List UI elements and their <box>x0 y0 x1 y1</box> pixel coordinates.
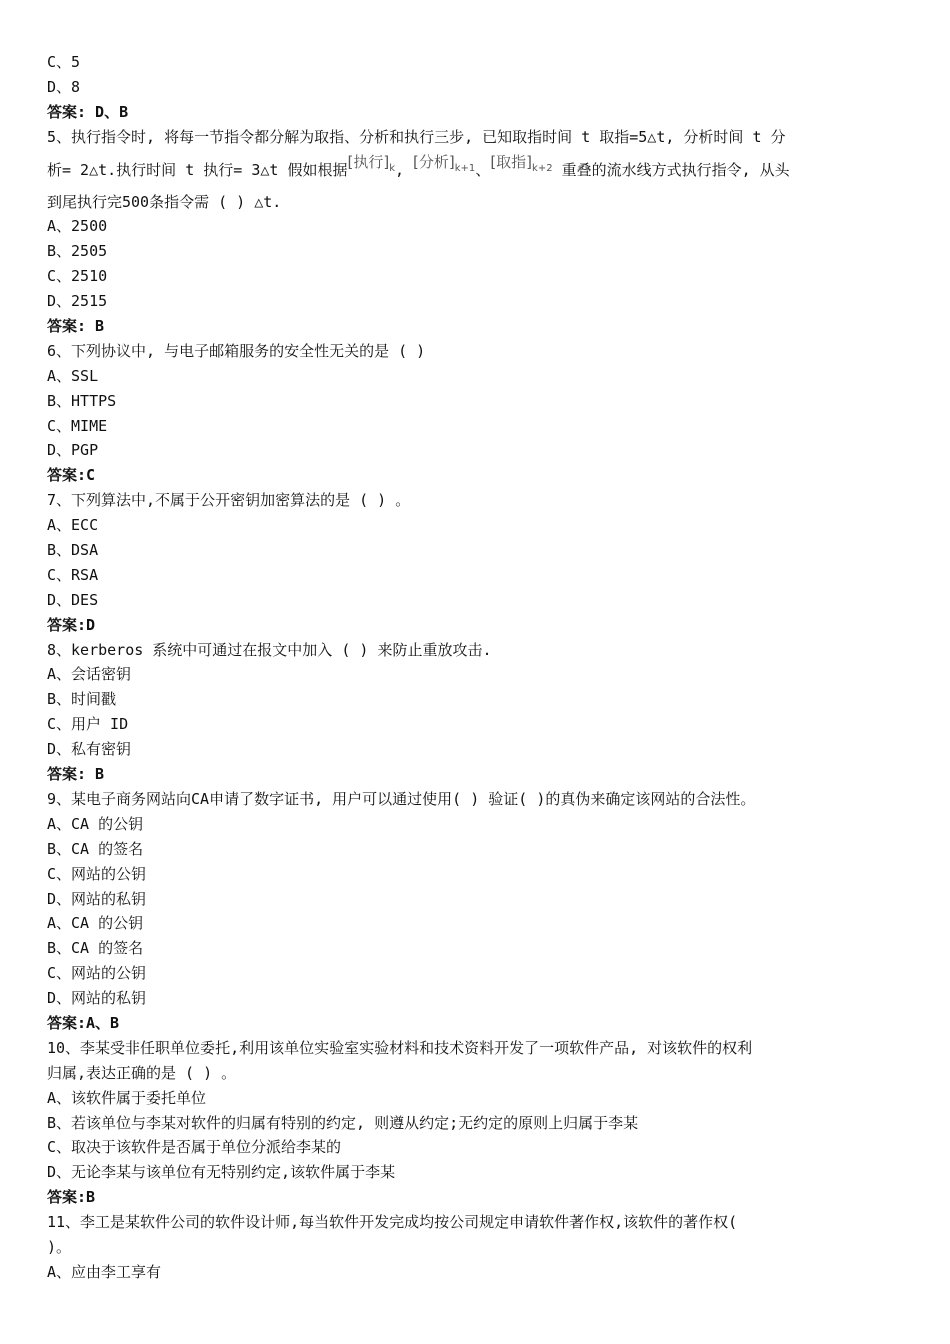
q5-line2 <box>47 150 917 190</box>
question-5 <box>47 125 917 215</box>
text-line: D、DES <box>47 590 99 609</box>
answer-line: 答案:C <box>47 466 96 485</box>
formula-execute: [执行]$_k$ <box>347 152 395 174</box>
text-line: )。 <box>47 1237 72 1256</box>
text-line: A、2500 <box>47 217 108 236</box>
text-line: C、2510 <box>47 267 108 286</box>
text-line: A、应由李工享有 <box>47 1262 162 1281</box>
text-line: A、CA 的公钥 <box>47 914 144 933</box>
formula-sep1: , <box>394 160 414 179</box>
text-line: 11、李工是某软件公司的软件设计师,每当软件开发完成均按公司规定申请软件著作权,该软件的著作权( <box>47 1213 738 1232</box>
text-line: D、私有密钥 <box>47 740 132 759</box>
lines-top <box>47 50 917 125</box>
text-line: B、DSA <box>47 541 99 560</box>
text-line: C、用户 ID <box>47 715 129 734</box>
text-line: A、会话密钥 <box>47 665 132 684</box>
text-line: B、2505 <box>47 242 108 261</box>
lines-bottom <box>47 214 917 1284</box>
text-line: D、网站的私钥 <box>47 989 147 1008</box>
text-line: D、2515 <box>47 292 108 311</box>
q5-line2-after: 重叠的流水线方式执行指令, 从头 <box>552 160 790 179</box>
text-line: B、若该单位与李某对软件的归属有特别的约定, 则遵从约定;无约定的原则上归属于李某 <box>47 1113 639 1132</box>
text-line: A、CA 的公钥 <box>47 814 144 833</box>
answer-line: 答案: D、B <box>47 102 129 121</box>
answer-line: 答案:D <box>47 615 96 634</box>
text-line: 归属,表达正确的是 ( ) 。 <box>47 1063 237 1082</box>
answer-line: 答案: B <box>47 765 105 784</box>
text-line: C、网站的公钥 <box>47 964 147 983</box>
text-line: C、MIME <box>47 416 108 435</box>
formula-analyze: [分析]$_{k+1}$ <box>413 152 476 174</box>
q5-line2-before: 析= 2△t.执行时间 t 执行= 3△t 假如根据 <box>47 160 348 179</box>
answer-line: 答案:B <box>47 1188 96 1207</box>
formula-sep2: 、 <box>475 160 491 179</box>
text-line: A、SSL <box>47 366 99 385</box>
text-line: 10、李某受非任职单位委托,利用该单位实验室实验材料和技术资料开发了一项软件产品, 对该软件的权利 <box>47 1038 753 1057</box>
answer-line: 答案:A、B <box>47 1013 120 1032</box>
text-line: B、CA 的签名 <box>47 839 144 858</box>
answer-line: 答案: B <box>47 317 105 336</box>
text-line: C、RSA <box>47 565 99 584</box>
text-line: B、HTTPS <box>47 391 117 410</box>
text-line: A、ECC <box>47 516 99 535</box>
text-line: 7、下列算法中,不属于公开密钥加密算法的是 ( ) 。 <box>47 491 411 510</box>
text-line: D、网站的私钥 <box>47 889 147 908</box>
text-line: 8、kerberos 系统中可通过在报文中加入 ( ) 来防止重放攻击. <box>47 640 492 659</box>
text-line: B、时间戳 <box>47 690 117 709</box>
text-line: C、网站的公钥 <box>47 864 147 883</box>
text-line: 9、某电子商务网站向CA申请了数字证书, 用户可以通过使用( ) 验证( )的真伪来确定该网站的合法性。 <box>47 789 756 808</box>
q5-line1: 5、执行指令时, 将每一节指令都分解为取指、分析和执行三步, 已知取指时间 t 取指=5△t, 分析时间 t 分 <box>47 127 786 146</box>
formula-fetch: [取指]$_{k+2}$ <box>490 152 553 174</box>
text-line: D、8 <box>47 77 81 96</box>
text-line: D、PGP <box>47 441 99 460</box>
text-line: C、取决于该软件是否属于单位分派给李某的 <box>47 1138 342 1157</box>
text-line: B、CA 的签名 <box>47 939 144 958</box>
document-page <box>47 50 917 1285</box>
text-line: C、5 <box>47 53 81 71</box>
text-line: A、该软件属于委托单位 <box>47 1088 207 1107</box>
text-line: D、无论李某与该单位有无特别约定,该软件属于李某 <box>47 1163 396 1182</box>
q5-line3: 到尾执行完500条指令需 ( ) △t. <box>47 192 282 211</box>
text-line: 6、下列协议中, 与电子邮箱服务的安全性无关的是 ( ) <box>47 341 426 360</box>
